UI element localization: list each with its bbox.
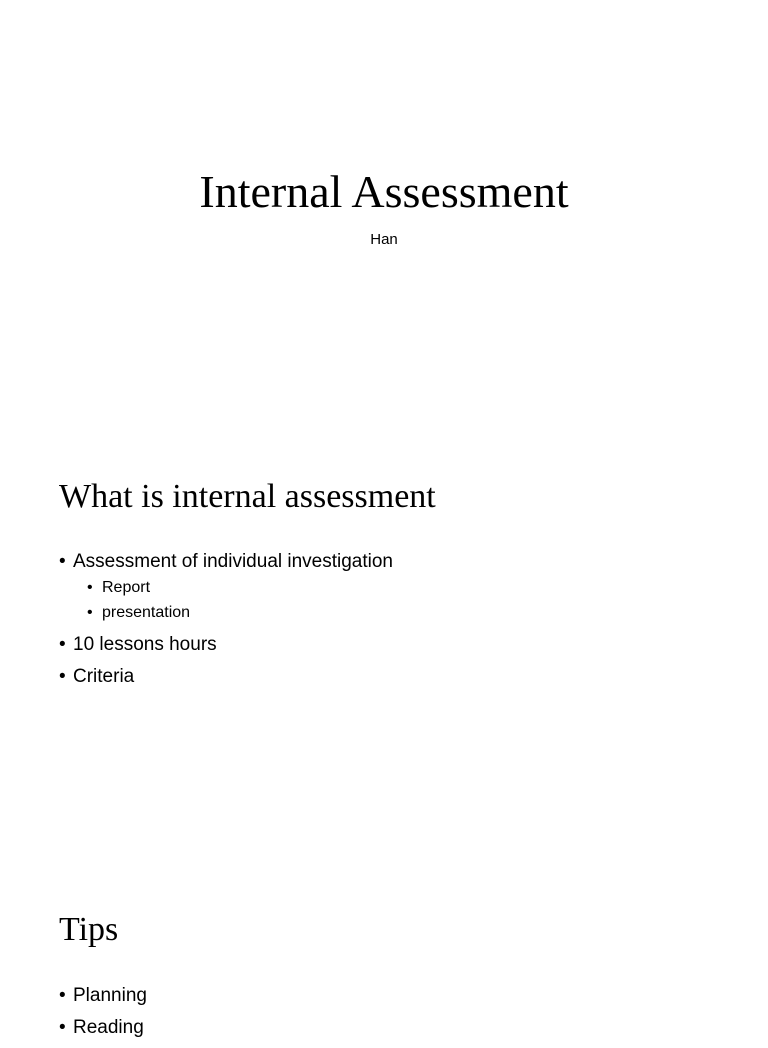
- bullet-item: [59, 984, 147, 1008]
- what-is-internal-assessment-slide: [0, 432, 768, 864]
- sub-bullet-list: [73, 575, 393, 625]
- bullet-item: [59, 665, 393, 689]
- slide-title: Tips: [59, 911, 119, 948]
- tips-slide: [0, 864, 768, 1038]
- bullet-item: [59, 633, 393, 657]
- title-slide: [0, 0, 768, 432]
- presentation-author: Han: [370, 231, 398, 248]
- bullet-text: Criteria: [73, 666, 135, 687]
- bullet-item: [59, 1016, 147, 1040]
- sub-bullet-item: • Report: [87, 575, 393, 600]
- bullet-text: Reading: [73, 1017, 144, 1038]
- bullet-text: Planning: [73, 985, 147, 1006]
- slide-title: What is internal assessment: [59, 478, 436, 515]
- bullet-item: [59, 550, 393, 625]
- presentation-title: Internal Assessment: [199, 166, 569, 217]
- bullet-text: Assessment of individual investigation: [73, 551, 394, 572]
- bullet-text: 10 lessons hours: [73, 634, 217, 655]
- bullet-list: [59, 550, 393, 697]
- sub-bullet-item: • presentation: [87, 600, 393, 625]
- bullet-list: [59, 984, 147, 1048]
